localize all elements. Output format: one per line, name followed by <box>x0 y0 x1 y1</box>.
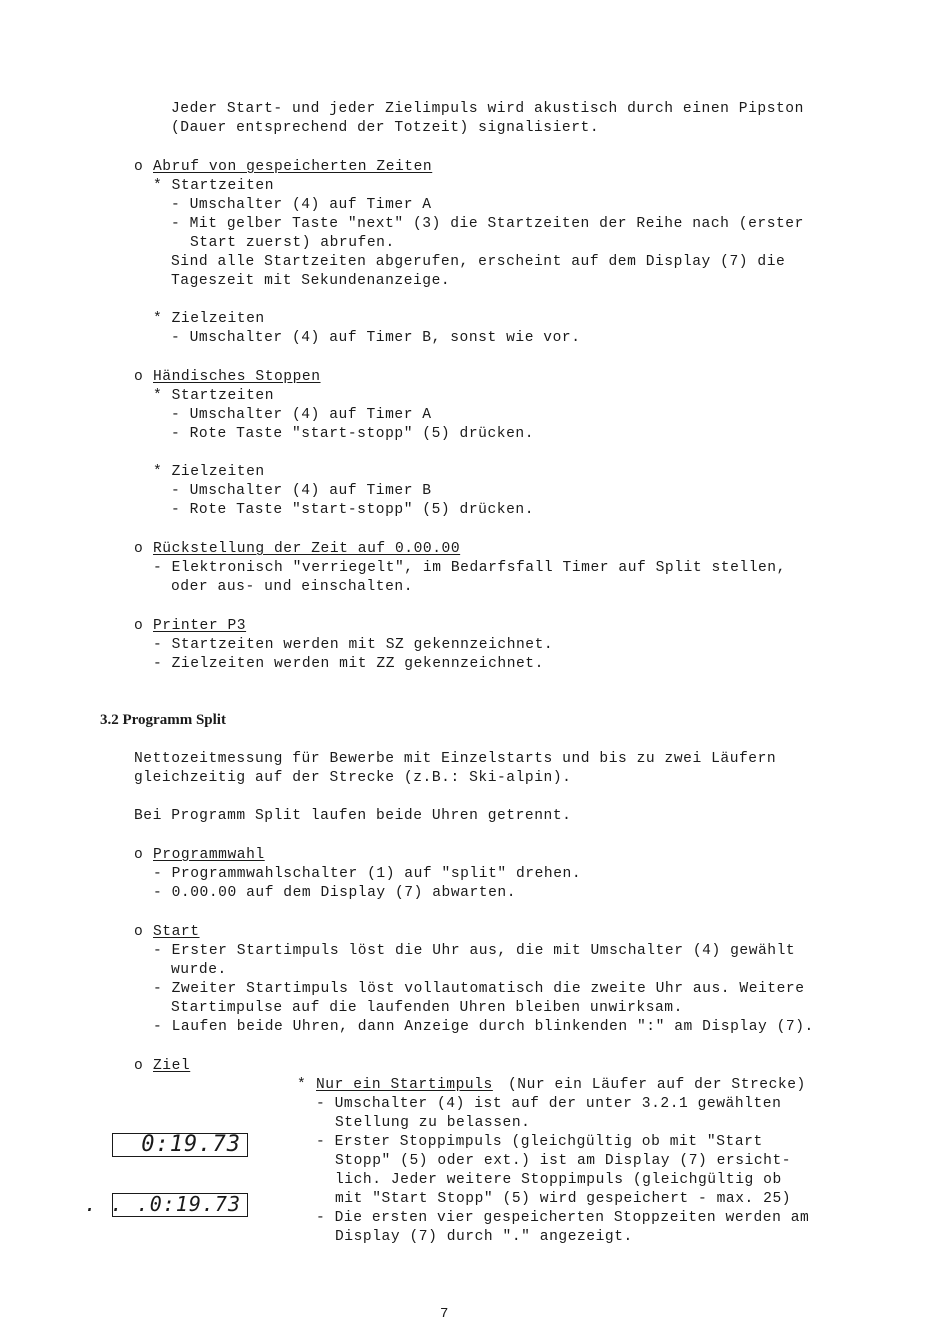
display-readout: . . .0:19.73 <box>84 1192 241 1216</box>
abruf-title: Abruf von gespeicherten Zeiten <box>153 159 433 175</box>
list-item: Tageszeit mit Sekundenanzeige. <box>171 273 451 289</box>
intro-line: (Dauer entsprechend der Totzeit) signalisiert. <box>171 120 600 136</box>
section-heading: 3.2 Programm Split <box>100 712 226 728</box>
list-item: - Erster Startimpuls löst die Uhr aus, die mit Umschalter (4) gewählt <box>153 943 796 959</box>
list-item: Sind alle Startzeiten abgerufen, erscheint auf dem Display (7) die <box>171 254 786 270</box>
display-box <box>84 1192 248 1217</box>
page-number: 7 <box>440 1306 449 1322</box>
list-item: - 0.00.00 auf dem Display (7) abwarten. <box>153 885 516 901</box>
haendisch-title: Händisches Stoppen <box>153 369 321 385</box>
section-bullet: o <box>134 618 144 634</box>
ziel-sub-title: Nur ein Startimpuls <box>316 1077 493 1093</box>
paragraph-line: Nettozeitmessung für Bewerbe mit Einzelstarts und bis zu zwei Läufern <box>134 751 777 767</box>
section-bullet: o <box>134 1058 144 1074</box>
section-bullet: o <box>134 847 144 863</box>
list-item: - Zweiter Startimpuls löst vollautomatisch die zweite Uhr aus. Weitere <box>153 981 805 997</box>
abruf-start-heading: * Startzeiten <box>153 178 274 194</box>
programmwahl-title: Programmwahl <box>153 847 265 863</box>
list-item: - Zielzeiten werden mit ZZ gekennzeichnet. <box>153 656 544 672</box>
abruf-ziel-heading: * Zielzeiten <box>153 311 265 327</box>
list-item: Start zuerst) abrufen. <box>190 235 395 251</box>
list-item: - Startzeiten werden mit SZ gekennzeichnet. <box>153 637 554 653</box>
paragraph-line: gleichzeitig auf der Strecke (z.B.: Ski-alpin). <box>134 770 572 786</box>
list-item: - Erster Stoppimpuls (gleichgültig ob mit "Start <box>316 1134 763 1150</box>
list-item: - Umschalter (4) auf Timer B <box>171 483 432 499</box>
list-item: - Die ersten vier gespeicherten Stoppzeiten werden am <box>316 1210 810 1226</box>
list-item: Stellung zu belassen. <box>335 1115 531 1131</box>
list-item: - Rote Taste "start-stopp" (5) drücken. <box>171 426 534 442</box>
intro-line: Jeder Start- und jeder Zielimpuls wird akustisch durch einen Pipston <box>171 101 804 117</box>
list-item: Startimpulse auf die laufenden Uhren bleiben unwirksam. <box>171 1000 683 1016</box>
start-title: Start <box>153 924 200 940</box>
list-item: mit "Start Stopp" (5) wird gespeichert - max. 25) <box>335 1191 792 1207</box>
haendisch-start-heading: * Startzeiten <box>153 388 274 404</box>
list-item: lich. Jeder weitere Stoppimpuls (gleichgültig ob <box>335 1172 782 1188</box>
list-item: - Umschalter (4) auf Timer A <box>171 407 432 423</box>
list-item: - Rote Taste "start-stopp" (5) drücken. <box>171 502 534 518</box>
list-item: - Laufen beide Uhren, dann Anzeige durch blinkenden ":" am Display (7). <box>153 1019 814 1035</box>
section-bullet: o <box>134 159 144 175</box>
haendisch-ziel-heading: * Zielzeiten <box>153 464 265 480</box>
display-readout: 0:19.73 <box>141 1132 241 1157</box>
section-bullet: o <box>134 369 144 385</box>
list-item: - Umschalter (4) ist auf der unter 3.2.1 gewählten <box>316 1096 782 1112</box>
rueck-title: Rückstellung der Zeit auf 0.00.00 <box>153 541 461 557</box>
list-item: Display (7) durch "." angezeigt. <box>335 1229 633 1245</box>
list-item: - Umschalter (4) auf Timer B, sonst wie vor. <box>171 330 581 346</box>
printer-title: Printer P3 <box>153 618 247 634</box>
list-item: Stopp" (5) oder ext.) ist am Display (7) ersicht- <box>335 1153 792 1169</box>
section-bullet: o <box>134 541 144 557</box>
list-item: - Programmwahlschalter (1) auf "split" drehen. <box>153 866 582 882</box>
ziel-sub-note: (Nur ein Läufer auf der Strecke) <box>508 1077 806 1093</box>
ziel-title: Ziel <box>153 1058 191 1074</box>
section-bullet: o <box>134 924 144 940</box>
list-item: - Umschalter (4) auf Timer A <box>171 197 432 213</box>
display-box <box>112 1133 248 1157</box>
list-item: - Elektronisch "verriegelt", im Bedarfsfall Timer auf Split stellen, <box>153 560 786 576</box>
ziel-star: * <box>297 1077 307 1093</box>
list-item: - Mit gelber Taste "next" (3) die Startzeiten der Reihe nach (erster <box>171 216 804 232</box>
list-item: oder aus- und einschalten. <box>171 579 413 595</box>
list-item: wurde. <box>171 962 227 978</box>
paragraph-line: Bei Programm Split laufen beide Uhren getrennt. <box>134 808 572 824</box>
